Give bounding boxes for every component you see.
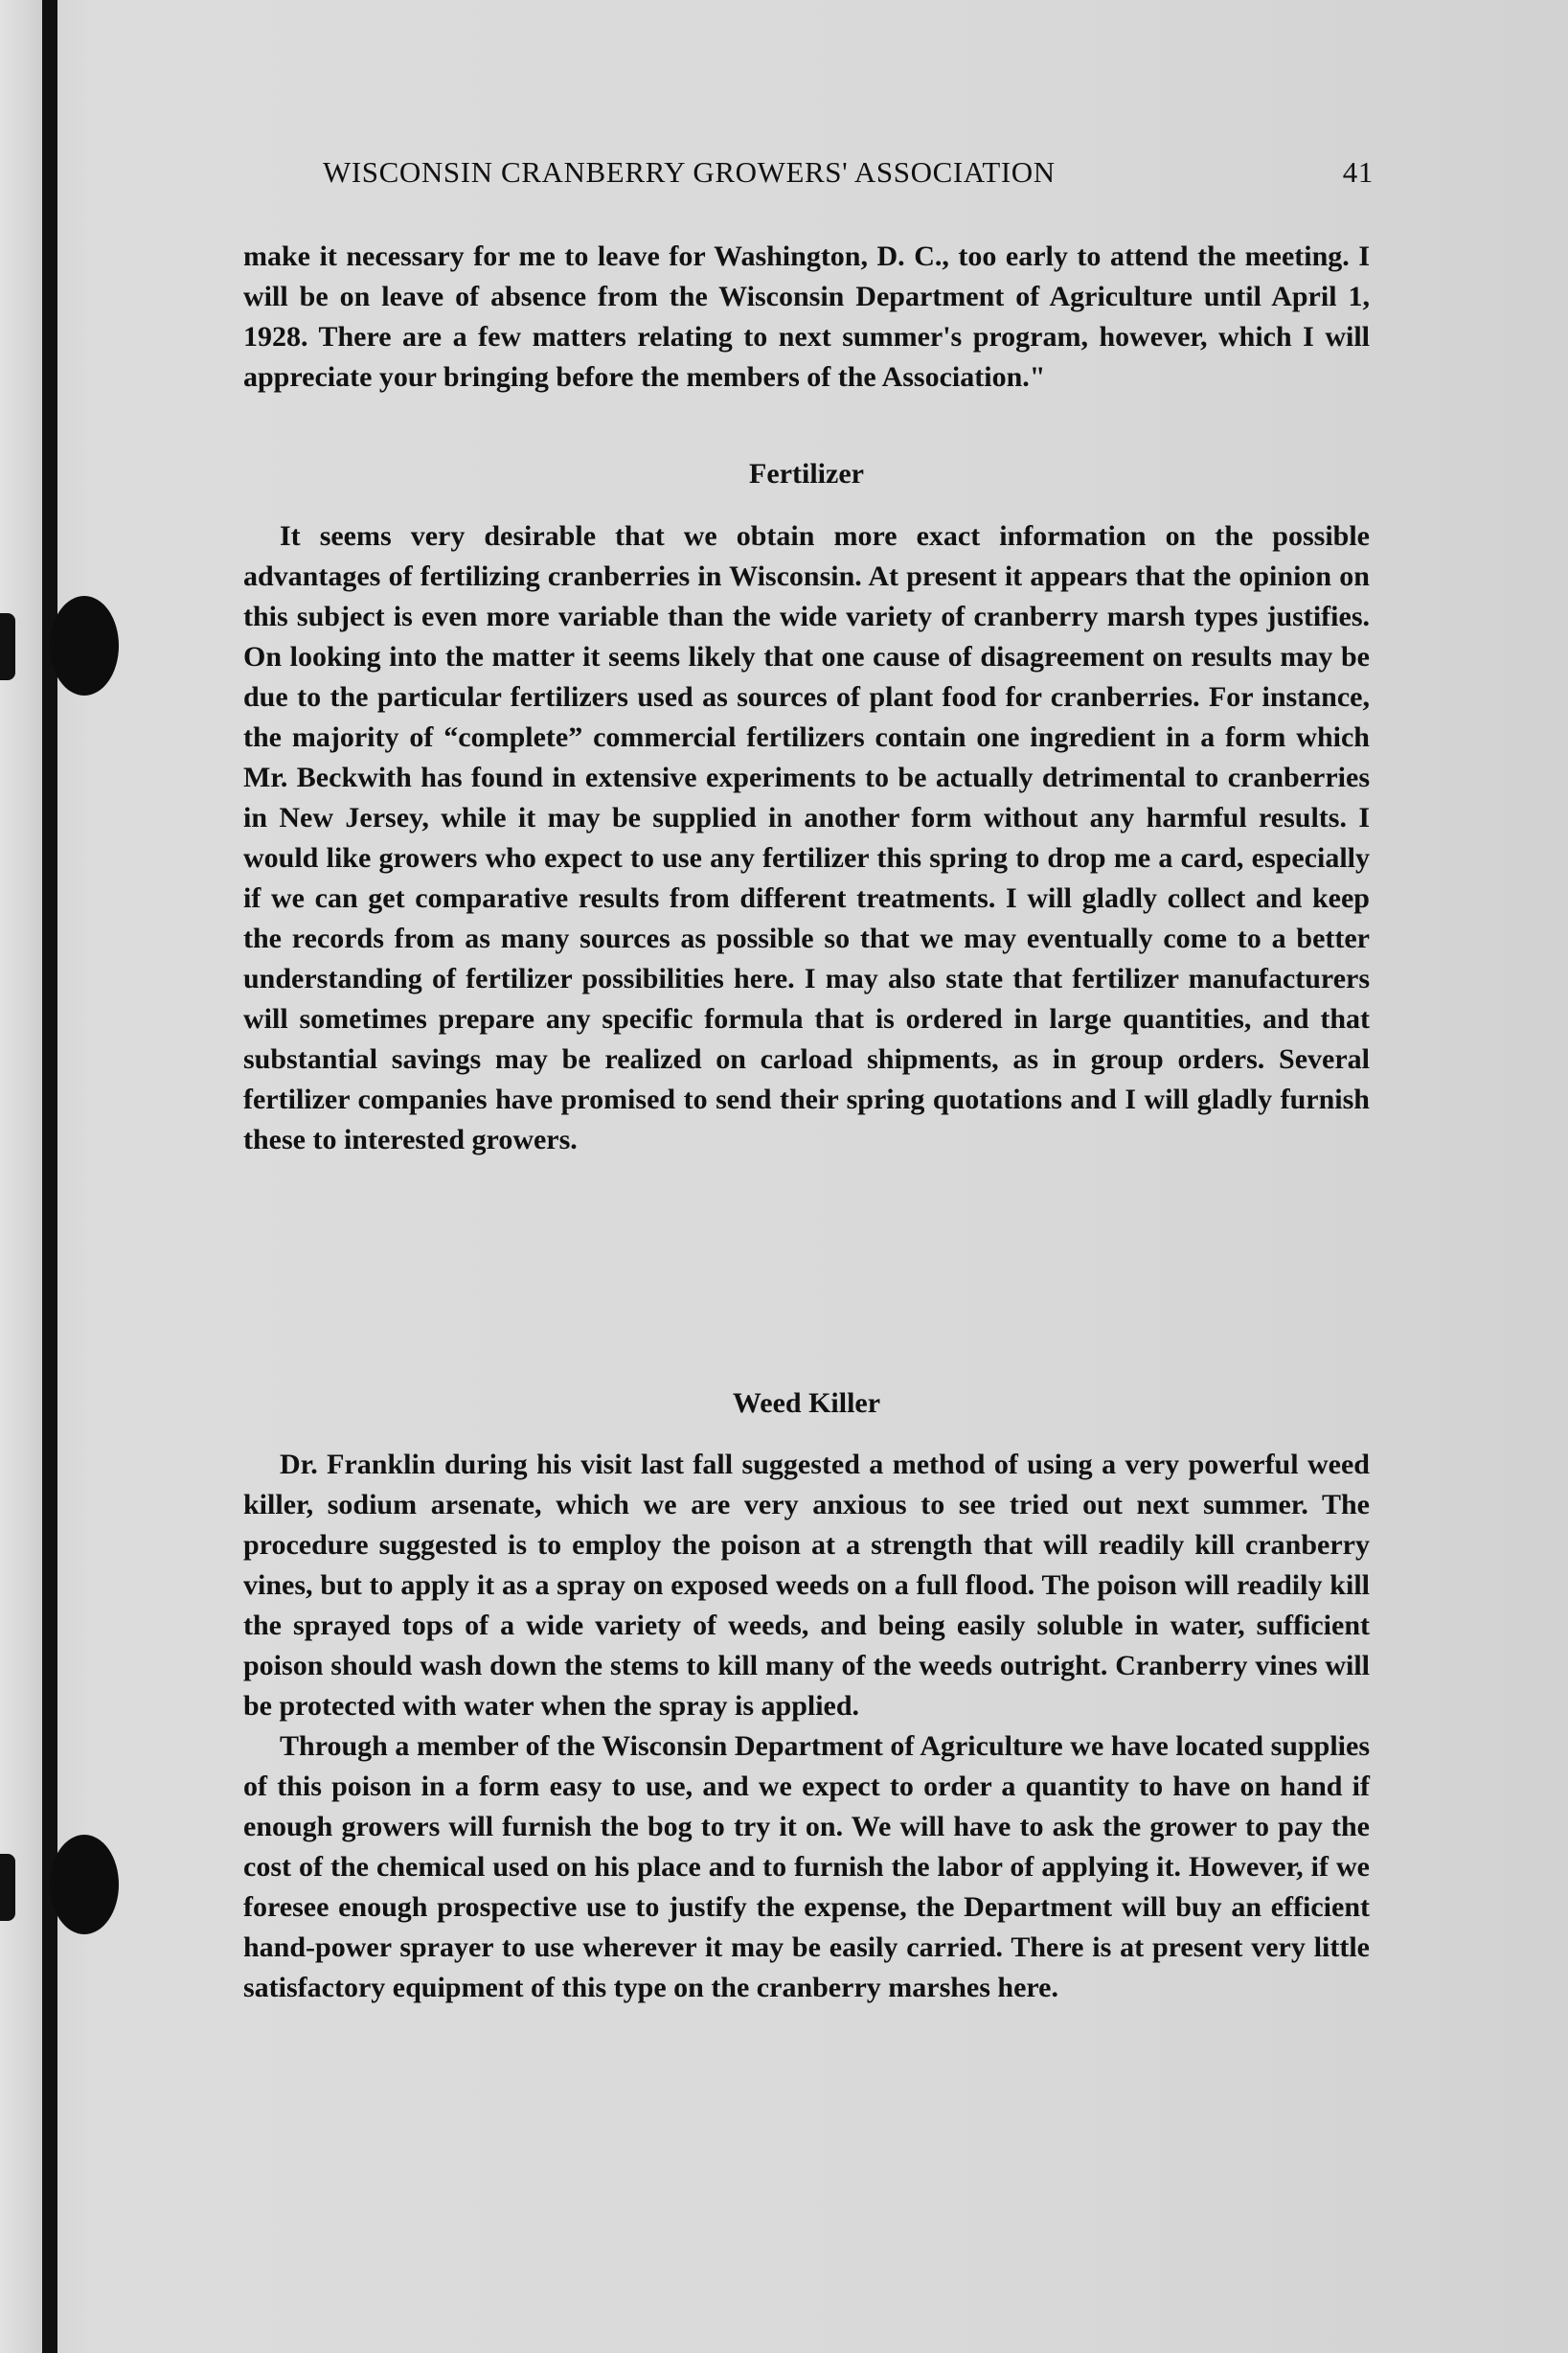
running-head-title: WISCONSIN CRANBERRY GROWERS' ASSOCIATION — [323, 155, 1056, 189]
weed-killer-paragraph-1: Dr. Franklin during his visit last fall suggested a method of using a very powerful weed killer, sodium arsenate, which we are very anxious to see tried out next summer. The procedure suggested is to employ the poison at a strength that will readily kill cranberry vines, but to apply it as a spray on exposed weeds on a full flood. The poison will readily kill the sprayed tops of a wide variety of weeds, and being easily soluble in water, sufficient poison should wash down the stems to kill many of the weeds outright. Cranberry vines will be protected with water when the spray is applied. — [243, 1449, 1370, 1722]
fertilizer-section — [243, 516, 1370, 1160]
fertilizer-paragraph: It seems very desirable that we obtain more exact information on the possible advantages of fertilizing cranberries in Wisconsin. At present it appears that the opinion on this subject is even more variable than the wide variety of cranberry marsh types justifies. On looking into the matter it seems likely that one cause of disagreement on results may be due to the particular fertilizers used as sources of plant food for cranberries. For instance, the majority of “complete” commercial fertilizers contain one ingredient in a form which Mr. Beckwith has found in extensive experiments to be actually detrimental to cranberries in New Jersey, while it may be supplied in another form without any harmful results. I would like growers who expect to use any fertilizer this spring to drop me a card, especially if we can get comparative results from different treatments. I will gladly collect and keep the records from as many sources as possible so that we may eventually come to a better understanding of fertilizer possibilities here. I may also state that fertilizer manufacturers will sometimes prepare any specific formula that is ordered in large quantities, and that substantial savings may be realized on carload shipments, as in group orders. Several fertilizer companies have promised to send their spring quotations and I will gladly furnish these to interested growers. — [243, 520, 1370, 1155]
intro-paragraph: make it necessary for me to leave for Washington, D. C., too early to attend the meeting. I will be on leave of absence from the Wisconsin Department of Agriculture until April 1, 1928. There are a few matters relating to next summer's program, however, which I will appreciate your bringing before the members of the Association." — [243, 240, 1370, 393]
intro-section — [243, 237, 1370, 398]
running-head — [323, 155, 1374, 195]
binding-tab-bottom — [0, 1854, 15, 1921]
punch-hole-top — [50, 596, 119, 696]
weed-killer-section — [243, 1445, 1370, 2008]
binding-tab-top — [0, 613, 15, 680]
page-number: 41 — [1342, 155, 1374, 189]
page-binding-edge — [0, 0, 42, 2353]
weed-killer-heading: Weed Killer — [732, 1387, 881, 1419]
punch-hole-bottom — [50, 1835, 119, 1934]
fertilizer-heading: Fertilizer — [749, 458, 864, 490]
weed-killer-paragraph-2: Through a member of the Wisconsin Department of Agriculture we have located supplies of this poison in a form easy to use, and we expect to order a quantity to have on hand if enough growers will furnish the bog to try it on. We will have to ask the grower to pay the cost of the chemical used on his place and to furnish the labor of applying it. However, if we foresee enough prospective use to justify the expense, the Department will buy an efficient hand-power sprayer to use wherever it may be easily carried. There is at present very little satisfactory equipment of this type on the cranberry marshes here. — [243, 1730, 1370, 2003]
binding-shadow-bar — [42, 0, 57, 2353]
